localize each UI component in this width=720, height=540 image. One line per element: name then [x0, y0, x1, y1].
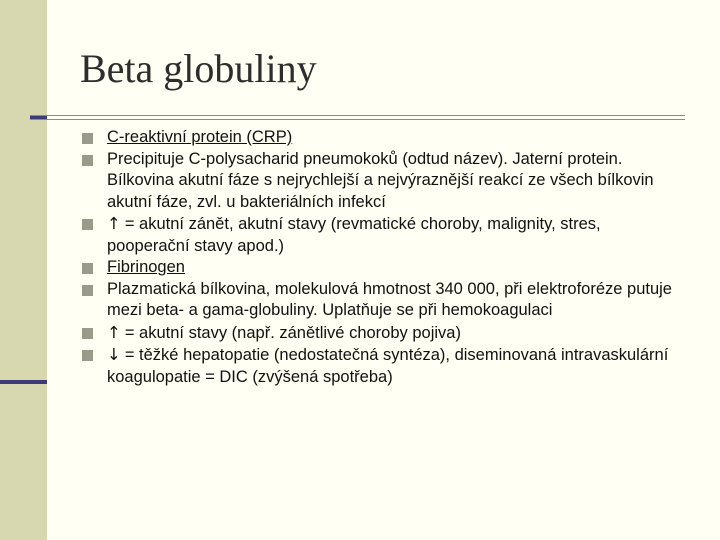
- square-bullet-icon: [82, 350, 93, 361]
- bullet-item-crp-description: [82, 149, 682, 214]
- title-divider: [30, 115, 685, 116]
- bullet-item-fibrinogen: [82, 257, 682, 279]
- bullet-text: = těžké hepatopatie (nedostatečná syntéza), diseminovaná intravaskulární koagulopatie = DIC (zvýšená spotřeba): [107, 346, 669, 386]
- bullet-item-crp-increase: [82, 213, 682, 257]
- left-decor-band: [0, 0, 47, 540]
- arrow-up-icon: ↑: [107, 214, 121, 233]
- bullet-text: C-reaktivní protein (CRP): [107, 128, 293, 146]
- slide-title: Beta globuliny: [80, 46, 317, 91]
- square-bullet-icon: [82, 285, 93, 296]
- square-bullet-icon: [82, 328, 93, 339]
- bullet-text: Precipituje C-polysacharid pneumokoků (odtud název). Jaterní protein. Bílkovina akutní fáze s nejrychlejší a nejvýraznější reakcí ze všech bílkovin akutní fáze, zvl. u bakteriálních infekcí: [107, 149, 654, 211]
- arrow-down-icon: ↓: [107, 345, 121, 364]
- title-divider-secondary: [30, 119, 685, 120]
- arrow-up-icon: ↑: [107, 322, 121, 342]
- square-bullet-icon: [82, 263, 93, 274]
- bullet-text: Plazmatická bílkovina, molekulová hmotnost 340 000, při elektroforéze putuje mezi beta- a gama-globuliny. Uplatňuje se při hemokoagulaci: [107, 279, 672, 319]
- bullet-item-fibrinogen-description: [82, 279, 682, 322]
- bullet-item-crp: [82, 127, 682, 149]
- bullet-item-fibrinogen-increase: [82, 322, 682, 345]
- bullet-item-fibrinogen-decrease: [82, 344, 682, 388]
- square-bullet-icon: [82, 155, 93, 166]
- square-bullet-icon: [82, 219, 93, 230]
- bullet-text: = akutní stavy (např. zánětlivé choroby pojiva): [124, 323, 461, 342]
- decor-tick-bottom: [0, 380, 47, 384]
- bullet-text: = akutní zánět, akutní stavy (revmatické choroby, malignity, stres, pooperační stavy apod.): [107, 215, 601, 255]
- square-bullet-icon: [82, 133, 93, 144]
- bullet-text: Fibrinogen: [107, 258, 185, 276]
- bullet-list: [82, 127, 682, 388]
